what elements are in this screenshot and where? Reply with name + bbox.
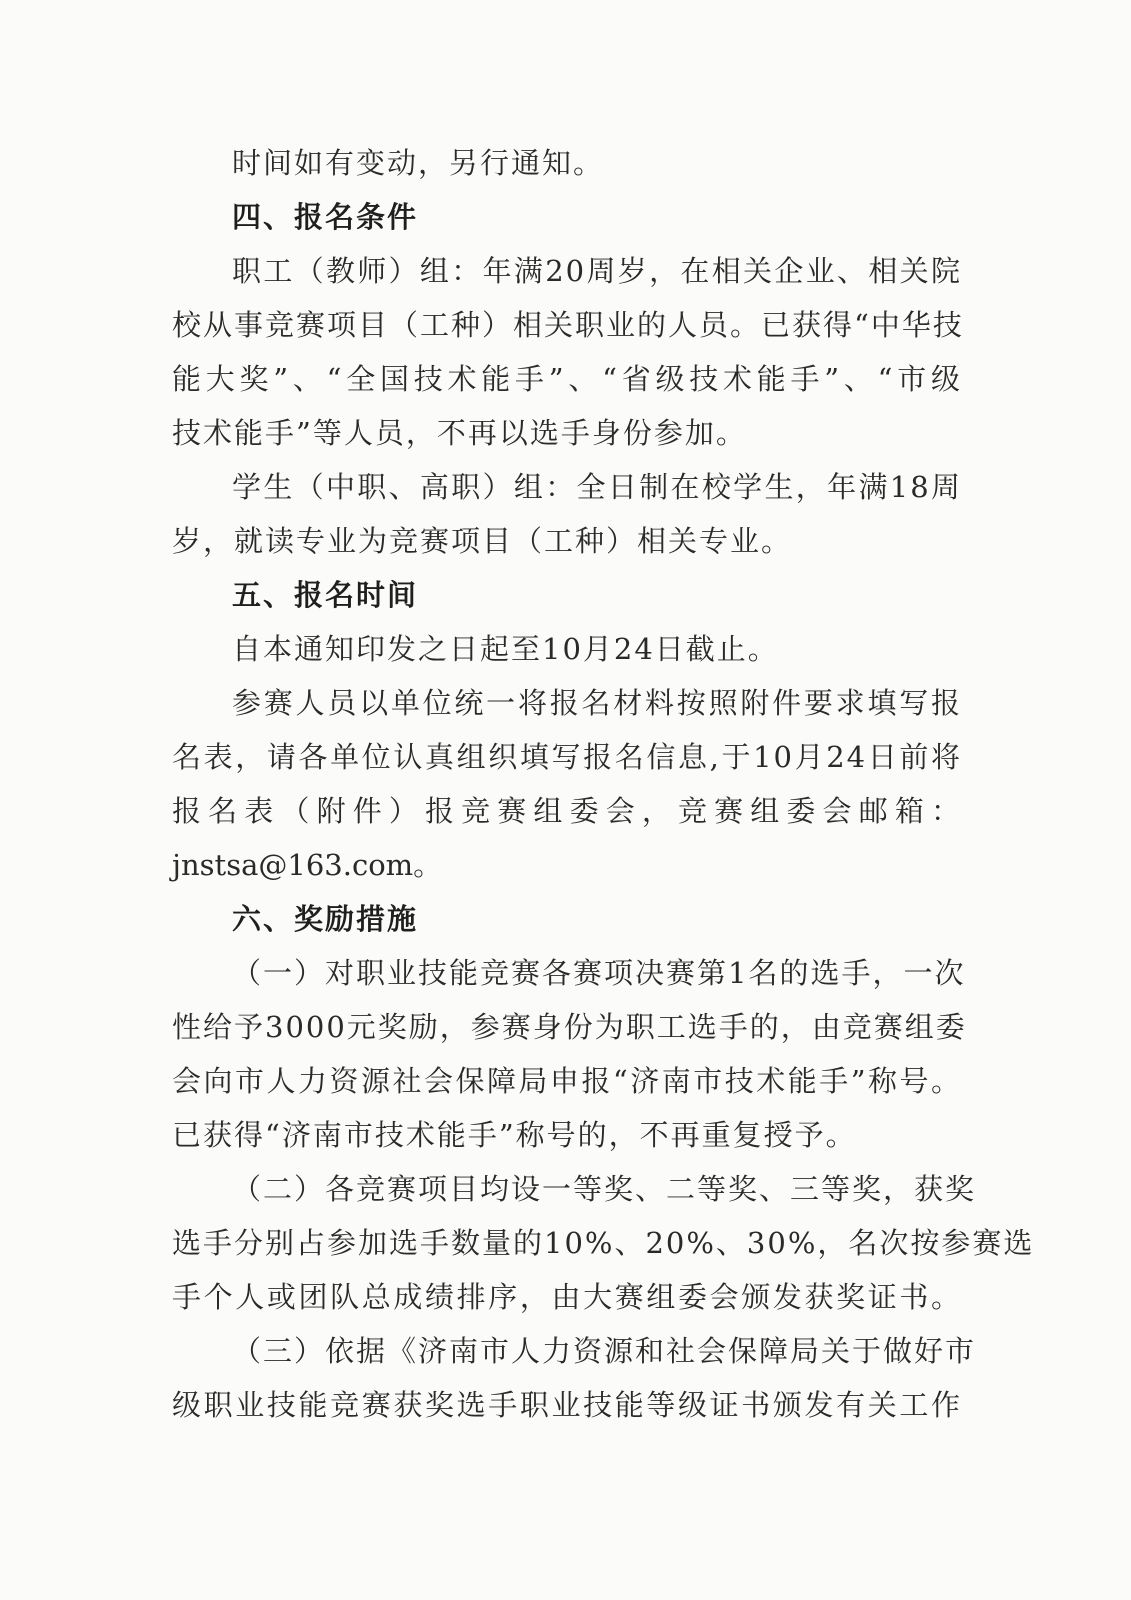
paragraph-line: 报名表（附件）报竞赛组委会，竞赛组委会邮箱：: [172, 794, 962, 828]
paragraph-line: 校从事竞赛项目（工种）相关职业的人员。已获得“中华技: [172, 308, 964, 342]
email-address: jnstsa@163.com。: [172, 848, 443, 882]
section-heading: 六、奖励措施: [232, 902, 419, 936]
paragraph-line: 时间如有变动，另行通知。: [232, 146, 605, 180]
paragraph-line: 手个人或团队总成绩排序，由大赛组委会颁发获奖证书。: [172, 1280, 962, 1314]
paragraph-line: （三）依据《济南市人力资源和社会保障局关于做好市: [232, 1334, 977, 1368]
paragraph-line: 性给予3000元奖励，参赛身份为职工选手的，由竞赛组委: [172, 1010, 967, 1044]
paragraph-line: 职工（教师）组：年满20周岁，在相关企业、相关院: [232, 254, 962, 288]
paragraph-line: 选手分别占参加选手数量的10%、20%、30%，名次按参赛选: [172, 1226, 1035, 1260]
paragraph-line: 技术能手”等人员，不再以选手身份参加。: [172, 416, 747, 450]
paragraph-line: 级职业技能竞赛获奖选手职业技能等级证书颁发有关工作: [172, 1388, 962, 1422]
paragraph-line: 会向市人力资源社会保障局申报“济南市技术能手”称号。: [172, 1064, 962, 1098]
paragraph-line: （一）对职业技能竞赛各赛项决赛第1名的选手，一次: [232, 956, 966, 990]
paragraph-line: 自本通知印发之日起至10月24日截止。: [232, 632, 779, 666]
paragraph-line: （二）各竞赛项目均设一等奖、二等奖、三等奖，获奖: [232, 1172, 977, 1206]
paragraph-line: 名表，请各单位认真组织填写报名信息,于10月24日前将: [172, 740, 962, 774]
paragraph-line: 学生（中职、高职）组：全日制在校学生，年满18周: [232, 470, 962, 504]
section-heading: 四、报名条件: [232, 200, 419, 234]
paragraph-line: 能大奖”、“全国技术能手”、“省级技术能手”、“市级: [172, 362, 962, 396]
paragraph-line: 已获得“济南市技术能手”称号的，不再重复授予。: [172, 1118, 857, 1152]
paragraph-line: 岁，就读专业为竞赛项目（工种）相关专业。: [172, 524, 793, 558]
paragraph-line: 参赛人员以单位统一将报名材料按照附件要求填写报: [232, 686, 962, 720]
section-heading: 五、报名时间: [232, 578, 419, 612]
